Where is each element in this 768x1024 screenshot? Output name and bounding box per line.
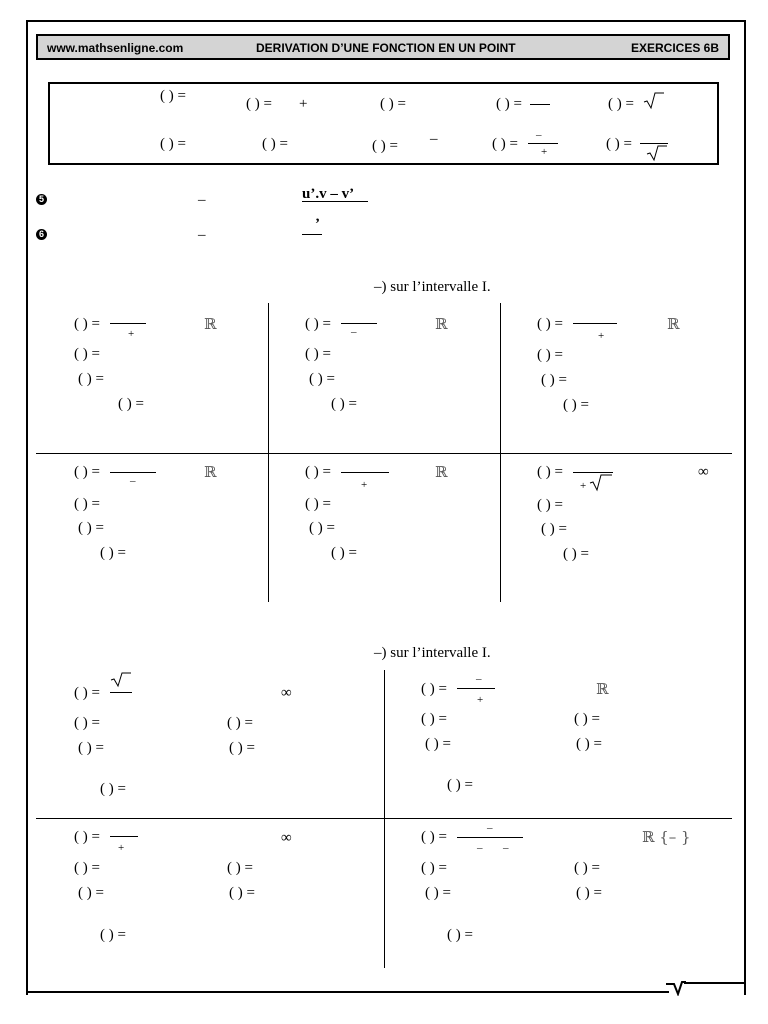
cell7-line4: ( ) = xyxy=(100,781,126,797)
rule6-minus: – xyxy=(198,227,206,243)
cell3-fx: ( ) = xyxy=(537,316,563,332)
cell2-domain: ℝ xyxy=(435,315,448,333)
header-bar xyxy=(36,34,730,60)
cell5-line3: ( ) = xyxy=(309,520,335,536)
grid-hline xyxy=(36,453,732,454)
cell5-fx: ( ) = xyxy=(305,464,331,480)
formula-r1c4: ( ) = xyxy=(496,96,522,112)
fraction-bar xyxy=(457,837,523,838)
fraction-bar xyxy=(110,836,138,837)
cell3-domain: ℝ xyxy=(667,315,680,333)
cell8-line2a: ( ) = xyxy=(421,711,447,727)
sqrt-symbol xyxy=(646,145,668,162)
page-corner-mark xyxy=(664,980,688,996)
grid-vline xyxy=(384,670,385,968)
sqrt-symbol xyxy=(589,473,613,492)
cell10-line4: ( ) = xyxy=(447,927,473,943)
cell1-domain: ℝ xyxy=(204,315,217,333)
cell7-fx: ( ) = xyxy=(74,685,100,701)
cell5-den: + xyxy=(361,479,368,491)
cell4-line3: ( ) = xyxy=(78,520,104,536)
cell6-line3: ( ) = xyxy=(541,521,567,537)
fraction-bar xyxy=(341,472,389,473)
fraction-bar xyxy=(302,201,368,202)
cell7-line2a: ( ) = xyxy=(74,715,100,731)
cell7-domain-infinity: ∞ xyxy=(281,685,292,701)
page-bottom-border xyxy=(26,991,669,993)
section-title-part1: –) sur l’intervalle I. xyxy=(374,279,491,295)
cell3-line3: ( ) = xyxy=(541,372,567,388)
cell10-line3a: ( ) = xyxy=(425,885,451,901)
cell4-line4: ( ) = xyxy=(100,545,126,561)
formula-r2c2: ( ) = xyxy=(262,136,288,152)
cell9-fx: ( ) = xyxy=(74,829,100,845)
bullet-5: 5 xyxy=(36,194,47,205)
cell1-fx: ( ) = xyxy=(74,316,100,332)
cell4-den: – xyxy=(130,475,136,487)
cell8-num: – xyxy=(476,673,482,685)
cell8-line3a: ( ) = xyxy=(425,736,451,752)
cell9-den: + xyxy=(118,842,125,854)
formula-r1c5: ( ) = xyxy=(608,96,634,112)
cell8-line3b: ( ) = xyxy=(576,736,602,752)
cell1-line3: ( ) = xyxy=(78,371,104,387)
exercise-label: EXERCICES 6B xyxy=(630,41,719,55)
cell5-line4: ( ) = xyxy=(331,545,357,561)
fraction-bar xyxy=(341,323,377,324)
rule5-minus: – xyxy=(198,192,206,208)
cell7-line3a: ( ) = xyxy=(78,740,104,756)
formula-r2c3-minus: – xyxy=(430,131,438,147)
fraction-bar xyxy=(528,143,558,144)
cell10-num: – xyxy=(487,822,493,834)
formula-r2c4-num: – xyxy=(536,129,542,141)
cell6-domain-infinity: ∞ xyxy=(698,464,709,480)
cell10-den-b: – xyxy=(503,842,509,854)
fraction-bar xyxy=(640,143,668,144)
cell6-fx: ( ) = xyxy=(537,464,563,480)
fraction-bar xyxy=(457,688,495,689)
formula-r2c3: ( ) = xyxy=(372,138,398,154)
cell2-den: – xyxy=(351,326,357,338)
cell9-line4: ( ) = xyxy=(100,927,126,943)
cell8-line4: ( ) = xyxy=(447,777,473,793)
cell8-den: + xyxy=(477,694,484,706)
rule6-mark: ’ xyxy=(315,216,320,232)
formula-r1c2: ( ) = xyxy=(246,96,272,112)
cell5-line2: ( ) = xyxy=(305,496,331,512)
page-title: DERIVATION D’UNE FONCTION EN UN POINT xyxy=(256,41,516,55)
cell10-line2a: ( ) = xyxy=(421,860,447,876)
formula-r1c1: ( ) = xyxy=(160,88,186,104)
fraction-bar xyxy=(110,692,132,693)
cell1-line4: ( ) = xyxy=(118,396,144,412)
cell7-line3b: ( ) = xyxy=(229,740,255,756)
formula-r1c3: ( ) = xyxy=(380,96,406,112)
fraction-bar xyxy=(302,234,322,235)
page-bottom-border-right xyxy=(684,982,744,984)
cell10-domain: ℝ {– } xyxy=(642,828,691,846)
formula-r2c4: ( ) = xyxy=(492,136,518,152)
rule5-numerator: u’.v – v’ xyxy=(302,186,355,202)
cell8-domain: ℝ xyxy=(596,680,609,698)
cell10-fx: ( ) = xyxy=(421,829,447,845)
cell9-line3b: ( ) = xyxy=(229,885,255,901)
cell4-domain: ℝ xyxy=(204,463,217,481)
formula-r1c2-plus: + xyxy=(299,96,308,112)
cell7-line2b: ( ) = xyxy=(227,715,253,731)
cell3-den: + xyxy=(598,330,605,342)
cell2-fx: ( ) = xyxy=(305,316,331,332)
cell10-line3b: ( ) = xyxy=(576,885,602,901)
cell9-line3a: ( ) = xyxy=(78,885,104,901)
page-frame xyxy=(26,20,746,995)
sqrt-symbol xyxy=(643,92,665,110)
formula-r2c4-den: + xyxy=(541,146,548,158)
fraction-bar xyxy=(530,104,550,105)
cell4-fx: ( ) = xyxy=(74,464,100,480)
grid-hline xyxy=(36,818,732,819)
cell2-line2: ( ) = xyxy=(305,346,331,362)
formula-r2c1: ( ) = xyxy=(160,136,186,152)
cell6-line4: ( ) = xyxy=(563,546,589,562)
cell9-line2a: ( ) = xyxy=(74,860,100,876)
cell8-line2b: ( ) = xyxy=(574,711,600,727)
cell9-domain-infinity: ∞ xyxy=(281,830,292,846)
cell8-fx: ( ) = xyxy=(421,681,447,697)
cell4-line2: ( ) = xyxy=(74,496,100,512)
sqrt-symbol xyxy=(110,672,132,688)
cell9-line2b: ( ) = xyxy=(227,860,253,876)
fraction-bar xyxy=(110,323,146,324)
cell1-den: + xyxy=(128,328,135,340)
cell10-den-a: – xyxy=(477,842,483,854)
cell10-line2b: ( ) = xyxy=(574,860,600,876)
cell3-line2: ( ) = xyxy=(537,347,563,363)
section-title-part2: –) sur l’intervalle I. xyxy=(374,645,491,661)
cell5-domain: ℝ xyxy=(435,463,448,481)
cell1-line2: ( ) = xyxy=(74,346,100,362)
cell6-den-plus: + xyxy=(580,480,587,492)
fraction-bar xyxy=(110,472,156,473)
cell6-line2: ( ) = xyxy=(537,497,563,513)
formula-r2c5: ( ) = xyxy=(606,136,632,152)
fraction-bar xyxy=(573,323,617,324)
site-name: www.mathsenligne.com xyxy=(47,41,184,55)
bullet-6: 6 xyxy=(36,229,47,240)
cell2-line3: ( ) = xyxy=(309,371,335,387)
cell3-line4: ( ) = xyxy=(563,397,589,413)
cell2-line4: ( ) = xyxy=(331,396,357,412)
